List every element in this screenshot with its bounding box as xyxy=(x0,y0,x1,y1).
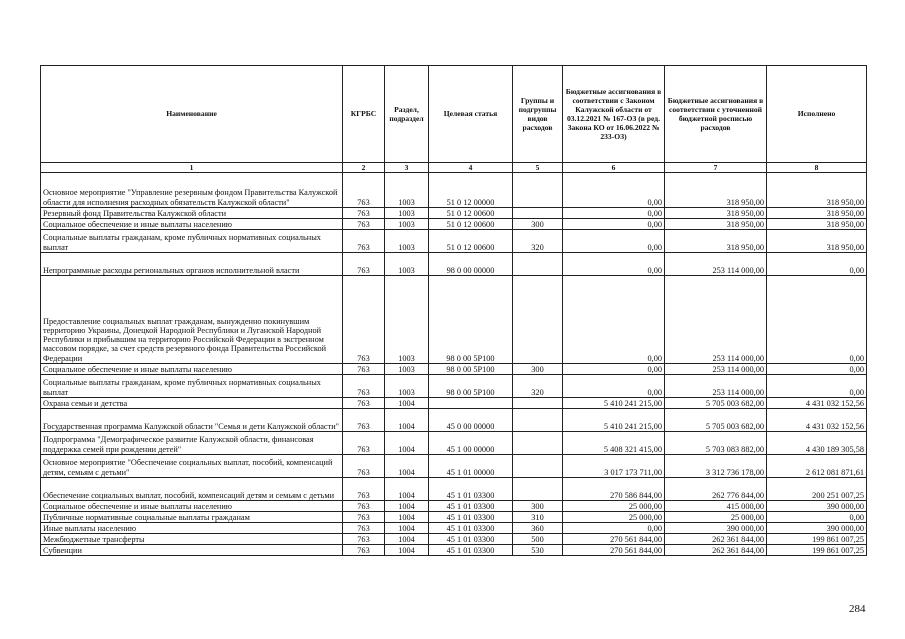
row-section: 1004 xyxy=(385,398,429,409)
row-target-article: 45 1 01 03300 xyxy=(429,478,513,501)
column-number: 4 xyxy=(429,163,513,173)
header-row xyxy=(41,66,867,163)
table-row xyxy=(41,512,867,523)
row-executed: 318 950,00 xyxy=(767,208,867,219)
row-section: 1003 xyxy=(385,364,429,375)
row-name: Социальное обеспечение и иные выплаты населению xyxy=(41,501,343,512)
table-row xyxy=(41,478,867,501)
row-expense-group xyxy=(513,409,563,432)
row-law-allocation: 0,00 xyxy=(563,230,665,253)
table-row xyxy=(41,253,867,276)
row-executed: 318 950,00 xyxy=(767,230,867,253)
row-law-allocation: 270 586 844,00 xyxy=(563,478,665,501)
row-name: Социальное обеспечение и иные выплаты населению xyxy=(41,219,343,230)
row-expense-group xyxy=(513,208,563,219)
row-target-article: 98 0 00 00000 xyxy=(429,253,513,276)
row-target-article xyxy=(429,398,513,409)
row-target-article: 51 0 12 00600 xyxy=(429,208,513,219)
row-revised-allocation: 5 705 003 682,00 xyxy=(665,409,767,432)
row-law-allocation: 5 410 241 215,00 xyxy=(563,398,665,409)
row-section: 1004 xyxy=(385,501,429,512)
row-expense-group xyxy=(513,276,563,364)
row-section: 1004 xyxy=(385,409,429,432)
row-revised-allocation: 318 950,00 xyxy=(665,230,767,253)
row-name: Основное мероприятие "Обеспечение социальных выплат, пособий, компенсаций детям, семьям с детьми" xyxy=(41,455,343,478)
row-law-allocation: 3 017 173 711,00 xyxy=(563,455,665,478)
row-revised-allocation: 3 312 736 178,00 xyxy=(665,455,767,478)
row-kgrbs: 763 xyxy=(343,501,385,512)
row-kgrbs: 763 xyxy=(343,534,385,545)
row-revised-allocation: 318 950,00 xyxy=(665,173,767,208)
row-target-article: 45 1 01 03300 xyxy=(429,534,513,545)
row-kgrbs: 763 xyxy=(343,523,385,534)
row-law-allocation: 0,00 xyxy=(563,253,665,276)
table-row xyxy=(41,534,867,545)
row-law-allocation: 0,00 xyxy=(563,219,665,230)
row-target-article: 45 1 01 00000 xyxy=(429,455,513,478)
column-number: 6 xyxy=(563,163,665,173)
row-target-article: 51 0 12 00600 xyxy=(429,230,513,253)
row-revised-allocation: 318 950,00 xyxy=(665,208,767,219)
row-name: Подпрограмма "Демографическое развитие Калужской области, финансовая поддержка семей при рождении детей" xyxy=(41,432,343,455)
row-section: 1004 xyxy=(385,455,429,478)
row-revised-allocation: 390 000,00 xyxy=(665,523,767,534)
row-revised-allocation: 318 950,00 xyxy=(665,219,767,230)
row-executed: 390 000,00 xyxy=(767,523,867,534)
row-kgrbs: 763 xyxy=(343,545,385,556)
row-revised-allocation: 262 361 844,00 xyxy=(665,545,767,556)
row-section: 1004 xyxy=(385,523,429,534)
header-name: Наименование xyxy=(41,66,343,163)
row-revised-allocation: 5 703 083 882,00 xyxy=(665,432,767,455)
row-name: Обеспечение социальных выплат, пособий, компенсаций детям и семьям с детьми xyxy=(41,478,343,501)
page-number: 284 xyxy=(849,603,866,615)
row-law-allocation: 25 000,00 xyxy=(563,512,665,523)
row-section: 1003 xyxy=(385,219,429,230)
row-executed: 0,00 xyxy=(767,253,867,276)
table-row xyxy=(41,545,867,556)
row-executed: 0,00 xyxy=(767,512,867,523)
row-law-allocation: 0,00 xyxy=(563,173,665,208)
row-executed: 0,00 xyxy=(767,364,867,375)
row-target-article: 98 0 00 5P100 xyxy=(429,276,513,364)
row-expense-group: 360 xyxy=(513,523,563,534)
row-section: 1004 xyxy=(385,432,429,455)
row-name: Основное мероприятие "Управление резервным фондом Правительства Калужской области для исполнения расходных обязательств Калужской области" xyxy=(41,173,343,208)
row-executed: 200 251 007,25 xyxy=(767,478,867,501)
row-expense-group: 320 xyxy=(513,230,563,253)
table-row xyxy=(41,455,867,478)
row-name: Социальное обеспечение и иные выплаты населению xyxy=(41,364,343,375)
table-row xyxy=(41,375,867,398)
row-law-allocation: 5 410 241 215,00 xyxy=(563,409,665,432)
table-body xyxy=(41,173,867,556)
row-target-article: 45 1 00 00000 xyxy=(429,432,513,455)
row-revised-allocation: 262 361 844,00 xyxy=(665,534,767,545)
row-section: 1004 xyxy=(385,478,429,501)
row-executed: 4 430 189 305,58 xyxy=(767,432,867,455)
row-kgrbs: 763 xyxy=(343,478,385,501)
row-name: Межбюджетные трансферты xyxy=(41,534,343,545)
row-revised-allocation: 5 705 003 682,00 xyxy=(665,398,767,409)
row-expense-group xyxy=(513,253,563,276)
row-expense-group: 300 xyxy=(513,501,563,512)
row-law-allocation: 0,00 xyxy=(563,364,665,375)
row-name: Охрана семьи и детства xyxy=(41,398,343,409)
header-revised-allocations: Бюджетные ассигнования в соответствии с уточненной бюджетной росписью расходов xyxy=(665,66,767,163)
row-expense-group xyxy=(513,398,563,409)
row-kgrbs: 763 xyxy=(343,512,385,523)
row-section: 1003 xyxy=(385,375,429,398)
row-revised-allocation: 253 114 000,00 xyxy=(665,364,767,375)
row-executed: 0,00 xyxy=(767,276,867,364)
row-expense-group: 320 xyxy=(513,375,563,398)
row-expense-group: 530 xyxy=(513,545,563,556)
row-kgrbs: 763 xyxy=(343,208,385,219)
row-name: Непрограммные расходы региональных органов исполнительной власти xyxy=(41,253,343,276)
row-revised-allocation: 253 114 000,00 xyxy=(665,276,767,364)
row-name: Резервный фонд Правительства Калужской области xyxy=(41,208,343,219)
row-kgrbs: 763 xyxy=(343,219,385,230)
row-revised-allocation: 415 000,00 xyxy=(665,501,767,512)
table-row xyxy=(41,409,867,432)
row-executed: 318 950,00 xyxy=(767,173,867,208)
table-row xyxy=(41,208,867,219)
row-expense-group: 300 xyxy=(513,219,563,230)
table-row xyxy=(41,432,867,455)
table-row xyxy=(41,219,867,230)
column-number: 1 xyxy=(41,163,343,173)
row-executed: 4 431 032 152,56 xyxy=(767,409,867,432)
row-law-allocation: 5 408 321 415,00 xyxy=(563,432,665,455)
row-expense-group: 500 xyxy=(513,534,563,545)
column-number: 3 xyxy=(385,163,429,173)
row-section: 1003 xyxy=(385,230,429,253)
table-row xyxy=(41,276,867,364)
table-row xyxy=(41,364,867,375)
table-row xyxy=(41,501,867,512)
row-target-article: 45 1 01 03300 xyxy=(429,512,513,523)
table-row xyxy=(41,173,867,208)
row-name: Социальные выплаты гражданам, кроме публичных нормативных социальных выплат xyxy=(41,230,343,253)
row-law-allocation: 270 561 844,00 xyxy=(563,534,665,545)
row-law-allocation: 25 000,00 xyxy=(563,501,665,512)
row-executed: 0,00 xyxy=(767,375,867,398)
row-target-article: 45 1 01 03300 xyxy=(429,501,513,512)
column-number: 5 xyxy=(513,163,563,173)
row-law-allocation: 0,00 xyxy=(563,375,665,398)
row-law-allocation: 0,00 xyxy=(563,208,665,219)
row-kgrbs: 763 xyxy=(343,375,385,398)
row-section: 1004 xyxy=(385,534,429,545)
table-row xyxy=(41,523,867,534)
row-kgrbs: 763 xyxy=(343,455,385,478)
row-name: Публичные нормативные социальные выплаты гражданам xyxy=(41,512,343,523)
table-row xyxy=(41,230,867,253)
row-law-allocation: 0,00 xyxy=(563,523,665,534)
row-section: 1003 xyxy=(385,276,429,364)
row-expense-group xyxy=(513,173,563,208)
row-target-article: 51 0 12 00600 xyxy=(429,219,513,230)
row-name: Субвенции xyxy=(41,545,343,556)
row-expense-group xyxy=(513,432,563,455)
row-expense-group: 300 xyxy=(513,364,563,375)
row-target-article: 51 0 12 00000 xyxy=(429,173,513,208)
row-executed: 2 612 081 871,61 xyxy=(767,455,867,478)
row-section: 1003 xyxy=(385,208,429,219)
budget-table xyxy=(40,65,867,556)
row-expense-group: 310 xyxy=(513,512,563,523)
row-executed: 199 861 007,25 xyxy=(767,545,867,556)
row-section: 1004 xyxy=(385,512,429,523)
row-name: Иные выплаты населению xyxy=(41,523,343,534)
row-target-article: 45 1 01 03300 xyxy=(429,523,513,534)
row-revised-allocation: 253 114 000,00 xyxy=(665,253,767,276)
row-kgrbs: 763 xyxy=(343,398,385,409)
header-law-allocations: Бюджетные ассигнования в соответствии с Законом Калужской области от 03.12.2021 № 167-ОЗ (в ред. Закона КО от 16.06.2022 № 233-ОЗ) xyxy=(563,66,665,163)
header-executed: Исполнено xyxy=(767,66,867,163)
row-name: Государственная программа Калужской области "Семья и дети Калужской области" xyxy=(41,409,343,432)
table-row xyxy=(41,398,867,409)
row-kgrbs: 763 xyxy=(343,230,385,253)
row-kgrbs: 763 xyxy=(343,409,385,432)
row-kgrbs: 763 xyxy=(343,173,385,208)
header-target: Целевая статья xyxy=(429,66,513,163)
row-revised-allocation: 25 000,00 xyxy=(665,512,767,523)
row-target-article: 45 0 00 00000 xyxy=(429,409,513,432)
row-executed: 318 950,00 xyxy=(767,219,867,230)
row-expense-group xyxy=(513,455,563,478)
row-name: Предоставление социальных выплат гражданам, вынужденно покинувшим территорию Украины, Донецкой Народной Республики и Луганской Народной Республики и прибывшим на территорию Российской Федерации в экстренном массовом порядке, за счет средств резервного фонда Правительства Российской Федерации xyxy=(41,276,343,364)
row-revised-allocation: 253 114 000,00 xyxy=(665,375,767,398)
row-kgrbs: 763 xyxy=(343,364,385,375)
column-number: 7 xyxy=(665,163,767,173)
header-section: Раздел, подраздел xyxy=(385,66,429,163)
row-kgrbs: 763 xyxy=(343,432,385,455)
row-section: 1004 xyxy=(385,545,429,556)
row-kgrbs: 763 xyxy=(343,253,385,276)
row-revised-allocation: 262 776 844,00 xyxy=(665,478,767,501)
row-target-article: 45 1 01 03300 xyxy=(429,545,513,556)
row-law-allocation: 0,00 xyxy=(563,276,665,364)
column-number: 8 xyxy=(767,163,867,173)
row-target-article: 98 0 00 5P100 xyxy=(429,364,513,375)
row-section: 1003 xyxy=(385,253,429,276)
column-number: 2 xyxy=(343,163,385,173)
row-law-allocation: 270 561 844,00 xyxy=(563,545,665,556)
row-executed: 199 861 007,25 xyxy=(767,534,867,545)
row-section: 1003 xyxy=(385,173,429,208)
row-target-article: 98 0 00 5P100 xyxy=(429,375,513,398)
header-groups: Группы и подгруппы видов расходов xyxy=(513,66,563,163)
row-expense-group xyxy=(513,478,563,501)
header-kgrbs: КГРБС xyxy=(343,66,385,163)
column-number-row xyxy=(41,163,867,173)
row-kgrbs: 763 xyxy=(343,276,385,364)
row-executed: 390 000,00 xyxy=(767,501,867,512)
row-name: Социальные выплаты гражданам, кроме публичных нормативных социальных выплат xyxy=(41,375,343,398)
row-executed: 4 431 032 152,56 xyxy=(767,398,867,409)
